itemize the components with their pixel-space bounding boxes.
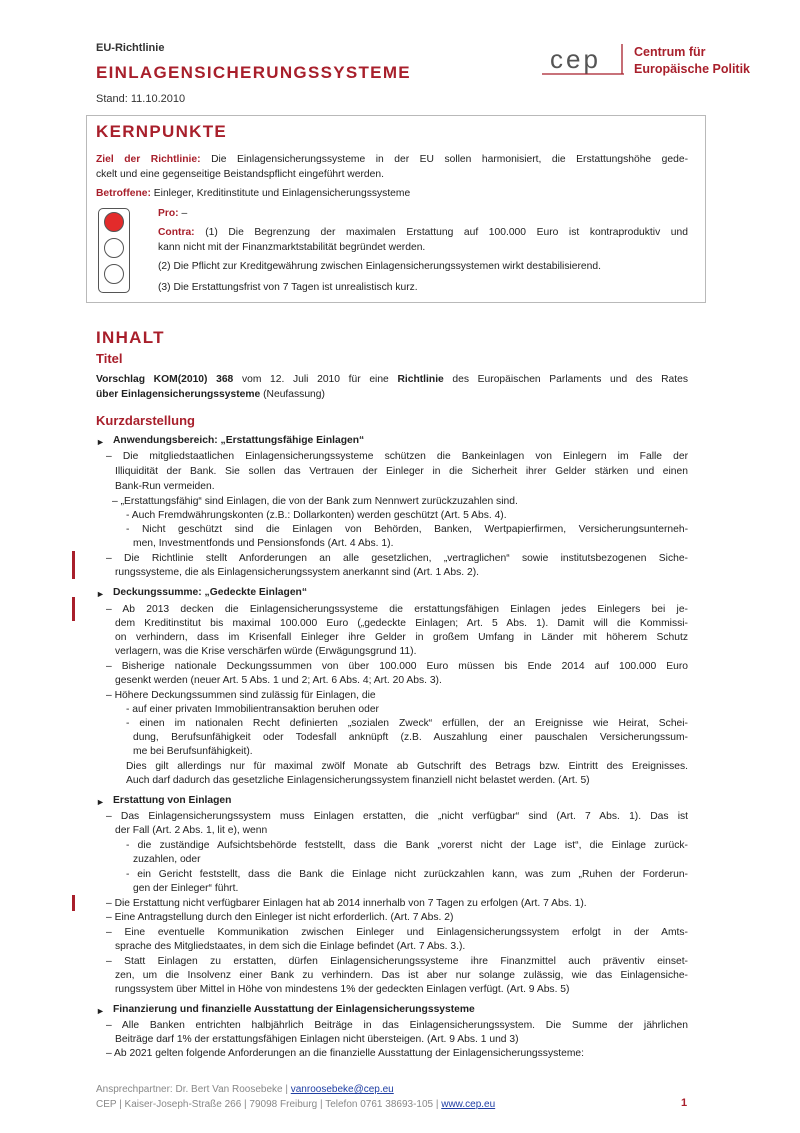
section-1-heading: Anwendungsbereich: „Erstattungsfähige Einlagen“: [113, 435, 365, 446]
s3-line-12: zen, um die Insolvenz einer Bank zu verhindern. Das ist aber nur solange zulässig, wie das Einlagensiche-: [115, 970, 688, 981]
pro-text: –: [178, 208, 188, 219]
contra-3: (3) Die Erstattungsfrist von 7 Tagen ist unrealistisch kurz.: [158, 282, 418, 293]
titel-heading: Titel: [96, 351, 123, 366]
logo-line-1: Centrum für: [634, 45, 706, 59]
titel-neufassung: (Neufassung): [260, 389, 325, 400]
section-3-heading: Erstattung von Einlagen: [113, 795, 232, 806]
bullet-icon: ►: [96, 437, 105, 447]
s1-line-3: Bank-Run vermeiden.: [115, 481, 215, 492]
betroffene-label: Betroffene:: [96, 188, 151, 199]
s1-line-5: - Auch Fremdwährungskonten (z.B.: Dollarkonten) werden geschützt (Art. 5 Abs. 4).: [126, 510, 507, 521]
s2-line-10: dung, Berufsunfähigkeit oder Todesfall anknüpft (z.B. Auszahlung einer pauschalen Versicherungssum-: [133, 732, 688, 743]
contra-line-1: [158, 225, 688, 240]
contra-line-2: kann nicht mit der Finanzmarktstabilität begründet werden.: [158, 242, 426, 253]
ziel-label: Ziel der Richtlinie:: [96, 154, 201, 165]
s2-line-7: – Höhere Deckungssummen sind zulässig für Einlagen, die: [106, 690, 376, 701]
s2-line-12: Dies gilt allerdings nur für maximal zwölf Monate ab Gutschrift des Betrags bzw. Eintritt des Ereignisses.: [126, 761, 688, 772]
ziel-line-2: ckelt und eine gegenseitige Beistandspflicht eingeführt werden.: [96, 169, 384, 180]
contra-1-text: (1) Die Begrenzung der maximalen Erstattung auf 100.000 Euro ist kontraproduktiv und: [194, 227, 688, 238]
ziel-text-1: Die Einlagensicherungssysteme in der EU sollen harmonisiert, die Erstattungshöhe gede-: [200, 154, 688, 165]
s3-line-10: sprache des Mitgliedstaates, in dem sich die Einlage befindet (Art. 7 Abs. 3.).: [115, 941, 466, 952]
document-type: EU-Richtlinie: [96, 42, 165, 54]
s2-line-2: dem Kreditinstitut bis maximal 100.000 Euro („gedeckte Einlagen; Art. 5 Abs. 1). Damit will die Kommissi-: [115, 618, 688, 629]
bullet-icon: ►: [96, 589, 105, 599]
traffic-light-bottom-lamp: [104, 264, 124, 284]
s2-line-8: - auf einer privaten Immobilientransaktion beruhen oder: [126, 704, 379, 715]
betroffene-text: Einleger, Kreditinstitute und Einlagensicherungssysteme: [150, 188, 411, 199]
titel-richtlinie: Richtlinie: [397, 374, 444, 385]
pro-line: [158, 206, 187, 221]
s3-line-1: – Das Einlagensicherungssystem muss Einlagen erstatten, die „nicht verfügbar“ sind (Art. 7 Abs. 1). Das ist: [106, 811, 688, 822]
contra-2: (2) Die Pflicht zur Kreditgewährung zwischen Einlagensicherungssystemen wirkt destabilisierend.: [158, 261, 601, 272]
s2-line-6: gesenkt werden (neuer Art. 5 Abs. 1 und 2; Art. 6 Abs. 4; Art. 20 Abs. 3).: [115, 675, 442, 686]
s3-line-4: zuzahlen, oder: [133, 854, 201, 865]
s2-line-4: verlagern, was die Krise verschärfen würde (Erwägungsgrund 11).: [115, 646, 417, 657]
s4-line-1: – Alle Banken entrichten halbjährlich Beiträge in das Einlagensicherungssystem. Die Summe der jährlichen: [106, 1020, 688, 1031]
s2-line-3: on verhindern, dass im Krisenfall Einleger ihre Gelder in großem Umfang in Länder mit höherem Schutz: [115, 632, 688, 643]
s3-line-6: gen der Einleger“ führt.: [133, 883, 239, 894]
document-date: Stand: 11.10.2010: [96, 93, 186, 105]
footer-address-text: CEP | Kaiser-Joseph-Straße 266 | 79098 Freiburg | Telefon 0761 38693-105 |: [96, 1099, 442, 1110]
s3-line-5: - ein Gericht feststellt, dass die Bank die Einlage nicht zurückzahlen kann, was zum „Ruhen der Forderun-: [126, 869, 688, 880]
titel-parlament: des Europäischen Parlaments und des Rates: [443, 374, 688, 385]
s3-line-7: – Die Erstattung nicht verfügbarer Einlagen hat ab 2014 innerhalb von 7 Tagen zu erfolgen (Art. 7 Abs. 1).: [106, 898, 587, 909]
s3-line-2: der Fall (Art. 2 Abs. 1, lit e), wenn: [115, 825, 268, 836]
titel-line-1: [96, 372, 688, 387]
s1-line-2: Illiquidität der Bank. Sie sollen das Vertrauen der Einleger in die Sicherheit ihrer Gelder stärken und einen: [115, 466, 688, 477]
kernpunkte-title: KERNPUNKTE: [96, 122, 228, 141]
s3-line-9: – Eine eventuelle Kommunikation zwischen Einleger und Einlagensicherungssystem erfolgt in der Amts-: [106, 927, 688, 938]
contra-label: Contra:: [158, 227, 195, 238]
ziel-line-1: [96, 152, 688, 167]
s3-line-13: rungssystem über Mittel in Höhe von mindestens 1% der gedeckten Einlagen verfügt. (Art. 9 Abs. 5): [115, 984, 570, 995]
s1-line-6: - Nicht geschützt sind die Einlagen von Behörden, Banken, Wertpapierfirmen, Versicherungsunterneh-: [126, 524, 688, 535]
kurzdarstellung-heading: Kurzdarstellung: [96, 413, 195, 428]
titel-line-2: [96, 387, 325, 402]
s1-line-8: – Die Richtlinie stellt Anforderungen an alle gesetzlichen, „vertraglichen“ sowie institutsbezogenen Siche-: [106, 553, 688, 564]
footer-address: [96, 1097, 495, 1112]
titel-date: vom 12. Juli 2010 für eine: [233, 374, 398, 385]
section-2-heading: Deckungssumme: „Gedeckte Einlagen“: [113, 587, 307, 598]
s4-line-2: Beiträge darf 1% der erstattungsfähigen Einlagen nicht übersteigen. (Art. 9 Abs. 1 und 3): [115, 1034, 519, 1045]
s3-line-3: - die zuständige Aufsichtsbehörde feststellt, dass die Bank „vorerst nicht der Lage ist“, die Einlage zurück-: [126, 840, 688, 851]
pro-label: Pro:: [158, 208, 179, 219]
traffic-light-red-lamp: [104, 212, 124, 232]
page-number: 1: [681, 1097, 688, 1109]
footer-contact-person: Ansprechpartner: Dr. Bert Van Roosebeke |: [96, 1084, 291, 1095]
titel-kom: Vorschlag KOM(2010) 368: [96, 374, 234, 385]
change-marker: [72, 895, 75, 911]
s2-line-1: – Ab 2013 decken die Einlagensicherungssysteme die erstattungsfähigen Einlagen jedes Einlegers bei je-: [106, 604, 688, 615]
document-title: EINLAGENSICHERUNGSSYSTEME: [96, 63, 411, 82]
footer-contact: [96, 1082, 394, 1097]
traffic-light-icon: [98, 208, 130, 293]
s2-line-9: - einen im nationalen Recht definierten „sozialen Zweck“ erfüllen, der an Ereignisse wie Heirat, Schei-: [126, 718, 688, 729]
logo-organisation-name: [634, 44, 750, 78]
section-4-heading: Finanzierung und finanzielle Ausstattung der Einlagensicherungssysteme: [113, 1004, 475, 1015]
s1-line-7: men, Investmentfonds und Pensionsfonds (Art. 4 Abs. 1).: [133, 538, 394, 549]
bullet-icon: ►: [96, 1006, 105, 1016]
footer-email-link[interactable]: vanroosebeke@cep.eu: [290, 1084, 394, 1095]
s4-line-3: – Ab 2021 gelten folgende Anforderungen an die finanzielle Ausstattung der Einlagensicherungssysteme:: [106, 1048, 585, 1059]
inhalt-title: INHALT: [96, 328, 165, 347]
s2-line-5: – Bisherige nationale Deckungssummen von über 100.000 Euro müssen bis Ende 2014 auf 100.000 Euro: [106, 661, 688, 672]
logo-line-2: Europäische Politik: [634, 62, 751, 76]
bullet-icon: ►: [96, 797, 105, 807]
s3-line-11: – Statt Einlagen zu erstatten, dürfen Einlagensicherungssysteme ihre Finanzmittel auch präventiv einset-: [106, 956, 688, 967]
s1-line-9: rungssysteme, die als Einlagensicherungssystem anerkannt sind (Art. 1 Abs. 2).: [115, 567, 480, 578]
s2-line-11: me bei Berufsunfähigkeit).: [133, 746, 253, 757]
betroffene-line: [96, 186, 410, 201]
s1-line-1: – Die mitgliedstaatlichen Einlagensicherungssysteme schützen die Bankeinlagen von Einlegern im Falle der: [106, 451, 688, 462]
s2-line-13: Auch darf dadurch das gesetzliche Einlagensicherungssystem finanziell nicht belastet werden. (Art. 5): [126, 775, 590, 786]
change-marker: [72, 551, 75, 579]
titel-subject: über Einlagensicherungssysteme: [96, 389, 261, 400]
change-marker: [72, 597, 75, 621]
s3-line-8: – Eine Antragstellung durch den Einleger ist nicht erforderlich. (Art. 7 Abs. 2): [106, 912, 454, 923]
footer-website-link[interactable]: www.cep.eu: [441, 1099, 496, 1110]
logo-word: cep: [550, 44, 601, 74]
s1-line-4: – „Erstattungsfähig“ sind Einlagen, die von der Bank zum Nennwert zurückzuzahlen sind.: [112, 496, 518, 507]
traffic-light-middle-lamp: [104, 238, 124, 258]
